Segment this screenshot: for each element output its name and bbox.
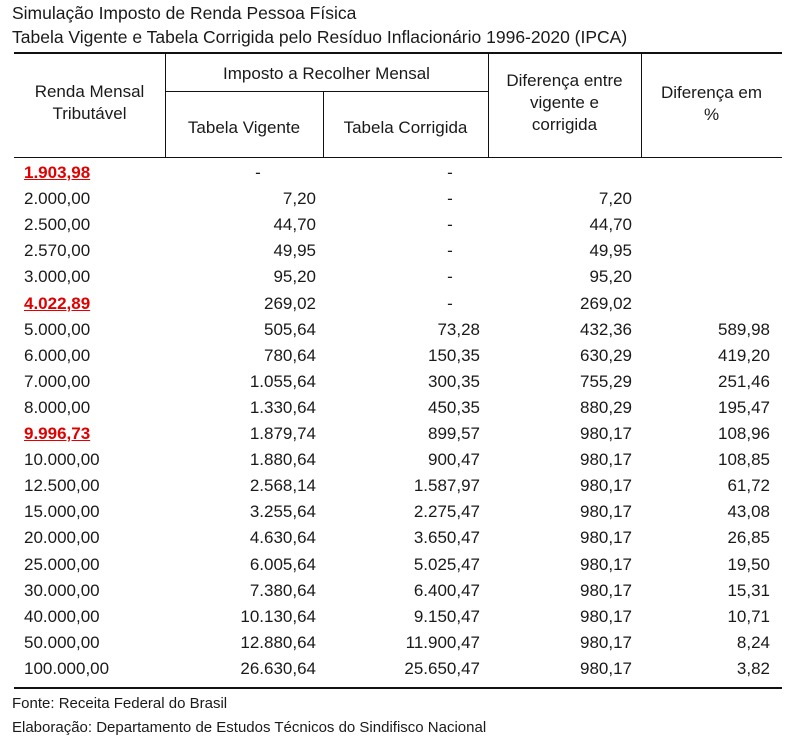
vigente-cell: 1.879,74 — [249, 424, 316, 443]
vigente-cell: 7.380,64 — [249, 580, 316, 600]
corrigida-cell: 6.400,47 — [413, 580, 480, 600]
renda-cell: 12.500,00 — [24, 476, 100, 496]
table-row — [0, 656, 800, 682]
table-row — [0, 369, 800, 395]
diferenca-cell: 755,29 — [580, 371, 632, 391]
vigente-cell: 12.880,64 — [240, 632, 316, 652]
renda-cell: 4.022,89 — [24, 293, 91, 313]
percent-cell: 15,31 — [727, 580, 770, 600]
percent-cell: 251,46 — [718, 371, 770, 391]
table-row — [0, 238, 800, 264]
diferenca-cell: 269,02 — [580, 293, 632, 313]
table-row — [0, 525, 800, 551]
vigente-cell: 95,20 — [273, 267, 316, 287]
header-tabela-vigente: Tabela Vigente — [187, 118, 301, 137]
table-title: Simulação Imposto de Renda Pessoa Física — [12, 3, 357, 23]
renda-cell: 7.000,00 — [24, 371, 91, 391]
percent-cell: 19,50 — [727, 554, 770, 574]
table-row — [0, 421, 800, 447]
vigente-cell: 3.255,64 — [249, 502, 316, 522]
table-row — [0, 473, 800, 499]
percent-cell: 61,72 — [727, 476, 770, 496]
renda-cell: 5.000,00 — [24, 319, 91, 339]
table-row — [0, 447, 800, 473]
percent-cell: 8,24 — [736, 632, 770, 652]
table-row — [0, 343, 800, 369]
corrigida-cell: 300,35 — [428, 371, 480, 391]
header-diferenca-line3: corrigida — [531, 115, 598, 134]
renda-cell: 100.000,00 — [24, 658, 110, 678]
vigente-cell: 1.055,64 — [249, 371, 316, 391]
diferenca-cell: 980,17 — [580, 606, 632, 626]
vigente-cell: 6.005,64 — [249, 554, 316, 574]
group-underline-rule — [165, 91, 488, 92]
percent-cell: 419,20 — [718, 345, 770, 365]
table-row — [0, 630, 800, 656]
renda-cell: 1.903,98 — [24, 163, 91, 182]
diferenca-cell: 980,17 — [580, 476, 632, 496]
diferenca-cell: 630,29 — [580, 345, 632, 365]
renda-cell: 2.500,00 — [24, 215, 91, 235]
source-note: Fonte: Receita Federal do Brasil — [12, 695, 228, 712]
vigente-cell: 2.568,14 — [249, 476, 316, 496]
header-renda-line2: Tributável — [52, 104, 127, 123]
vigente-cell: 26.630,64 — [240, 658, 316, 678]
corrigida-cell: 73,28 — [437, 319, 480, 339]
vigente-cell: 780,64 — [264, 345, 316, 365]
renda-cell: 30.000,00 — [24, 580, 100, 600]
corrigida-cell: 900,47 — [428, 450, 480, 470]
renda-cell: 3.000,00 — [24, 267, 91, 287]
corrigida-cell: - — [447, 267, 453, 287]
renda-cell: 2.570,00 — [24, 241, 91, 261]
header-diferenca-line2: vigente e — [530, 93, 599, 112]
table-row — [0, 604, 800, 630]
corrigida-cell: - — [447, 163, 453, 182]
header-tabela-corrigida: Tabela Corrigida — [343, 118, 468, 137]
percent-cell: 3,82 — [736, 658, 770, 678]
diferenca-cell: 95,20 — [589, 267, 632, 287]
header-percent-line2: % — [703, 105, 720, 124]
vigente-cell: - — [255, 163, 261, 182]
diferenca-cell: 880,29 — [580, 397, 632, 417]
corrigida-cell: 25.650,47 — [404, 658, 480, 678]
table-row — [0, 291, 800, 317]
header-percent-line1: Diferença em — [660, 83, 763, 102]
diferenca-cell: 7,20 — [598, 189, 632, 209]
corrigida-cell: 150,35 — [428, 345, 480, 365]
diferenca-cell: 980,17 — [580, 554, 632, 574]
diferenca-cell: 980,17 — [580, 658, 632, 678]
table-row — [0, 160, 800, 186]
table-row — [0, 499, 800, 525]
percent-cell: 10,71 — [727, 606, 770, 626]
table-row — [0, 395, 800, 421]
header-renda — [14, 81, 165, 125]
table-subtitle: Tabela Vigente e Tabela Corrigida pelo Resíduo Inflacionário 1996-2020 (IPCA) — [12, 27, 628, 47]
vigente-cell: 505,64 — [264, 319, 316, 339]
percent-cell: 43,08 — [727, 502, 770, 522]
renda-cell: 9.996,73 — [24, 424, 91, 443]
percent-cell: 26,85 — [727, 528, 770, 548]
vigente-cell: 44,70 — [273, 215, 316, 235]
table-row — [0, 552, 800, 578]
author-note: Elaboração: Departamento de Estudos Técnicos do Sindifisco Nacional — [12, 719, 487, 736]
renda-cell: 10.000,00 — [24, 450, 100, 470]
corrigida-cell: 450,35 — [428, 397, 480, 417]
diferenca-cell: 49,95 — [589, 241, 632, 261]
diferenca-cell: 980,17 — [580, 580, 632, 600]
corrigida-cell: 899,57 — [428, 424, 480, 443]
renda-cell: 2.000,00 — [24, 189, 91, 209]
renda-cell: 20.000,00 — [24, 528, 100, 548]
vigente-cell: 1.330,64 — [249, 397, 316, 417]
corrigida-cell: 1.587,97 — [413, 476, 480, 496]
diferenca-cell: 980,17 — [580, 528, 632, 548]
header-percent — [641, 82, 782, 126]
renda-cell: 6.000,00 — [24, 345, 91, 365]
percent-cell: 589,98 — [718, 319, 770, 339]
corrigida-cell: 9.150,47 — [413, 606, 480, 626]
percent-cell: 195,47 — [718, 397, 770, 417]
corrigida-cell: - — [447, 189, 453, 209]
renda-cell: 8.000,00 — [24, 397, 91, 417]
diferenca-cell: 980,17 — [580, 450, 632, 470]
corrigida-cell: 2.275,47 — [413, 502, 480, 522]
vigente-cell: 10.130,64 — [240, 606, 316, 626]
corrigida-cell: 3.650,47 — [413, 528, 480, 548]
header-bottom-rule — [14, 157, 782, 158]
diferenca-cell: 44,70 — [589, 215, 632, 235]
renda-cell: 25.000,00 — [24, 554, 100, 574]
diferenca-cell: 432,36 — [580, 319, 632, 339]
corrigida-cell: 5.025,47 — [413, 554, 480, 574]
vigente-cell: 49,95 — [273, 241, 316, 261]
percent-cell: 108,96 — [718, 424, 770, 443]
diferenca-cell: 980,17 — [580, 424, 632, 443]
header-renda-line1: Renda Mensal — [34, 82, 145, 101]
corrigida-cell: - — [447, 215, 453, 235]
diferenca-cell: 980,17 — [580, 502, 632, 522]
vigente-cell: 7,20 — [282, 189, 316, 209]
header-imposto-group: Imposto a Recolher Mensal — [223, 64, 430, 83]
renda-cell: 15.000,00 — [24, 502, 100, 522]
header-top-rule — [14, 52, 782, 54]
table-row — [0, 264, 800, 290]
header-diferenca — [488, 70, 641, 136]
percent-cell: 108,85 — [718, 450, 770, 470]
diferenca-cell: 980,17 — [580, 632, 632, 652]
table-row — [0, 186, 800, 212]
renda-cell: 50.000,00 — [24, 632, 100, 652]
corrigida-cell: - — [447, 293, 453, 313]
vigente-cell: 1.880,64 — [249, 450, 316, 470]
table-row — [0, 212, 800, 238]
vigente-cell: 4.630,64 — [249, 528, 316, 548]
renda-cell: 40.000,00 — [24, 606, 100, 626]
table-bottom-rule — [14, 687, 782, 689]
table-row — [0, 578, 800, 604]
corrigida-cell: 11.900,47 — [405, 632, 480, 652]
header-diferenca-line1: Diferença entre — [506, 71, 623, 90]
table-row — [0, 317, 800, 343]
corrigida-cell: - — [447, 241, 453, 261]
vigente-cell: 269,02 — [264, 293, 316, 313]
